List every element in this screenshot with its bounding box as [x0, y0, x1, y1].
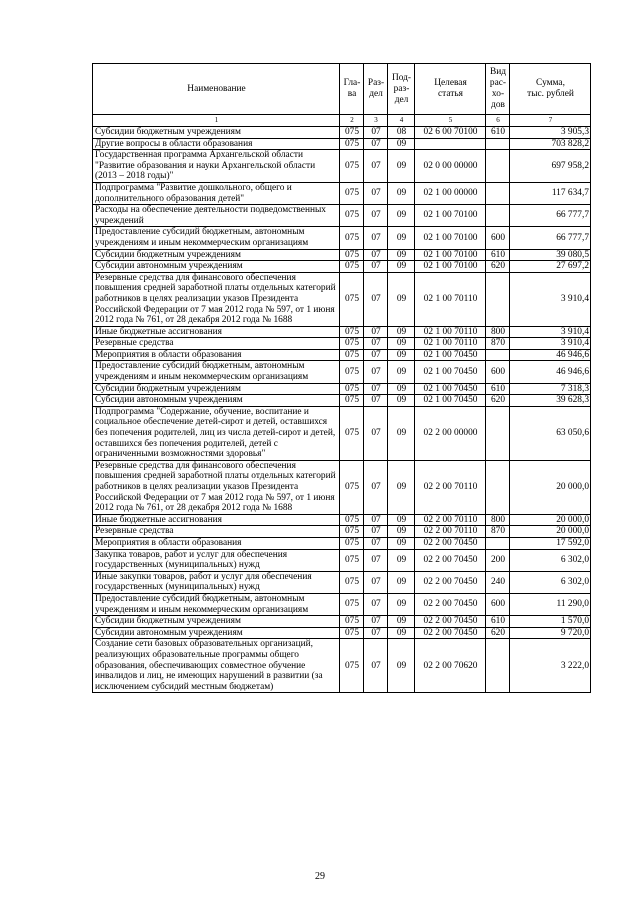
cell-glava: 075	[340, 150, 364, 183]
table-row	[93, 593, 591, 615]
table-row	[93, 383, 591, 395]
cell-target-article: 02 6 00 70100	[415, 127, 486, 139]
header-sum: Сумма, тыс. рублей	[510, 64, 591, 115]
cell-sum: 697 958,2	[510, 150, 591, 183]
table-row	[93, 227, 591, 249]
cell-sum: 46 946,6	[510, 349, 591, 361]
cell-razdel: 07	[364, 326, 388, 338]
table-row	[93, 460, 591, 514]
page-number: 29	[315, 871, 325, 882]
cell-glava: 075	[340, 526, 364, 538]
cell-razdel: 07	[364, 338, 388, 350]
table-row	[93, 138, 591, 150]
cell-sum: 1 570,0	[510, 616, 591, 628]
cell-sum: 703 828,2	[510, 138, 591, 150]
cell-expense-type: 610	[486, 127, 510, 139]
cell-glava: 075	[340, 639, 364, 693]
cell-expense-type	[486, 182, 510, 204]
table-row	[93, 537, 591, 549]
table-row	[93, 205, 591, 227]
column-number: 4	[388, 115, 415, 127]
cell-name: Предоставление субсидий бюджетным, автономным учреждениям и иным некоммерческим организациям	[93, 361, 340, 383]
cell-target-article: 02 1 00 70110	[415, 338, 486, 350]
cell-name: Государственная программа Архангельской области "Развитие образования и науки Архангельской области (2013 – 2018 годы)"	[93, 150, 340, 183]
cell-expense-type: 600	[486, 593, 510, 615]
table-row	[93, 272, 591, 326]
cell-name: Расходы на обеспечение деятельности подведомственных учреждений	[93, 205, 340, 227]
table-row	[93, 338, 591, 350]
cell-razdel: 07	[364, 549, 388, 571]
cell-target-article: 02 1 00 70450	[415, 349, 486, 361]
table-row	[93, 361, 591, 383]
header-glava: Гла- ва	[340, 64, 364, 115]
cell-razdel: 07	[364, 571, 388, 593]
cell-name: Создание сети базовых образовательных организаций, реализующих образовательные программы общего образования, обеспечивающих совместное обучение инвалидов и лиц, не имеющих нарушений в развитии (за исключением субсидий местным бюджетам)	[93, 639, 340, 693]
cell-sum: 7 318,3	[510, 383, 591, 395]
table-row	[93, 627, 591, 639]
cell-podrazdel: 09	[388, 227, 415, 249]
column-number: 1	[93, 115, 340, 127]
cell-expense-type: 600	[486, 361, 510, 383]
cell-name: Другие вопросы в области образования	[93, 138, 340, 150]
cell-name: Предоставление субсидий бюджетным, автономным учреждениям и иным некоммерческим организациям	[93, 593, 340, 615]
header-podrazdel: Под- раз- дел	[388, 64, 415, 115]
cell-podrazdel: 09	[388, 326, 415, 338]
cell-podrazdel: 09	[388, 272, 415, 326]
cell-target-article: 02 0 00 00000	[415, 150, 486, 183]
cell-podrazdel: 09	[388, 593, 415, 615]
cell-expense-type: 600	[486, 227, 510, 249]
cell-name: Подпрограмма "Содержание, обучение, воспитание и социальное обеспечение детей-сирот и детей, оставшихся без попечения родителей, лиц из числа детей-сирот и детей, оставшихся без попечения родителей, детей с ограниченными возможностями здоровья"	[93, 406, 340, 460]
cell-razdel: 07	[364, 272, 388, 326]
cell-target-article: 02 1 00 70110	[415, 326, 486, 338]
cell-expense-type: 610	[486, 249, 510, 261]
cell-name: Предоставление субсидий бюджетным, автономным учреждениям и иным некоммерческим организациям	[93, 227, 340, 249]
table-row	[93, 526, 591, 538]
cell-podrazdel: 09	[388, 571, 415, 593]
cell-name: Субсидии автономным учреждениям	[93, 627, 340, 639]
cell-sum: 6 302,0	[510, 571, 591, 593]
cell-expense-type	[486, 460, 510, 514]
cell-sum: 3 905,3	[510, 127, 591, 139]
cell-name: Мероприятия в области образования	[93, 349, 340, 361]
cell-razdel: 07	[364, 249, 388, 261]
cell-expense-type: 620	[486, 261, 510, 273]
cell-sum: 27 697,2	[510, 261, 591, 273]
cell-podrazdel: 09	[388, 361, 415, 383]
table-row	[93, 150, 591, 183]
cell-glava: 075	[340, 261, 364, 273]
table-row	[93, 395, 591, 407]
cell-target-article: 02 2 00 70450	[415, 537, 486, 549]
cell-expense-type	[486, 349, 510, 361]
cell-target-article: 02 1 00 70100	[415, 249, 486, 261]
cell-razdel: 07	[364, 537, 388, 549]
header-target: Целевая статья	[415, 64, 486, 115]
cell-podrazdel: 09	[388, 249, 415, 261]
cell-podrazdel: 09	[388, 616, 415, 628]
cell-target-article: 02 2 00 70110	[415, 460, 486, 514]
cell-razdel: 07	[364, 227, 388, 249]
cell-sum: 3 910,4	[510, 326, 591, 338]
cell-expense-type: 610	[486, 383, 510, 395]
column-number: 5	[415, 115, 486, 127]
cell-sum: 20 000,0	[510, 526, 591, 538]
cell-expense-type	[486, 537, 510, 549]
cell-razdel: 07	[364, 361, 388, 383]
cell-target-article: 02 2 00 70450	[415, 571, 486, 593]
cell-glava: 075	[340, 361, 364, 383]
cell-target-article: 02 1 00 70110	[415, 272, 486, 326]
cell-glava: 075	[340, 205, 364, 227]
cell-name: Иные бюджетные ассигнования	[93, 326, 340, 338]
cell-razdel: 07	[364, 406, 388, 460]
cell-expense-type	[486, 272, 510, 326]
cell-name: Субсидии бюджетным учреждениям	[93, 249, 340, 261]
cell-glava: 075	[340, 627, 364, 639]
cell-target-article: 02 1 00 70100	[415, 227, 486, 249]
cell-glava: 075	[340, 460, 364, 514]
cell-sum: 17 592,0	[510, 537, 591, 549]
cell-glava: 075	[340, 537, 364, 549]
cell-name: Субсидии бюджетным учреждениям	[93, 616, 340, 628]
cell-expense-type: 620	[486, 627, 510, 639]
cell-name: Резервные средства	[93, 526, 340, 538]
cell-podrazdel: 09	[388, 395, 415, 407]
cell-expense-type: 870	[486, 526, 510, 538]
cell-podrazdel: 09	[388, 526, 415, 538]
header-row	[93, 64, 591, 115]
cell-razdel: 07	[364, 639, 388, 693]
cell-expense-type: 800	[486, 326, 510, 338]
cell-target-article: 02 2 00 00000	[415, 406, 486, 460]
cell-name: Резервные средства для финансового обеспечения повышения средней заработной платы отдельных категорий работников в целях реализации указов Президента Российской Федерации от 7 мая 2012 года № 597, от 1 июня 2012 года № 761, от 28 декабря 2012 года № 1688	[93, 460, 340, 514]
cell-glava: 075	[340, 406, 364, 460]
cell-razdel: 07	[364, 395, 388, 407]
cell-expense-type	[486, 205, 510, 227]
cell-sum: 20 000,0	[510, 514, 591, 526]
cell-expense-type	[486, 639, 510, 693]
cell-razdel: 07	[364, 593, 388, 615]
cell-glava: 075	[340, 616, 364, 628]
column-number: 6	[486, 115, 510, 127]
table-row	[93, 326, 591, 338]
column-number-row	[93, 115, 591, 127]
cell-sum: 9 720,0	[510, 627, 591, 639]
cell-name: Резервные средства для финансового обеспечения повышения средней заработной платы отдельных категорий работников в целях реализации указов Президента Российской Федерации от 7 мая 2012 года № 597, от 1 июня 2012 года № 761, от 28 декабря 2012 года № 1688	[93, 272, 340, 326]
cell-razdel: 07	[364, 138, 388, 150]
cell-expense-type: 800	[486, 514, 510, 526]
cell-sum: 20 000,0	[510, 460, 591, 514]
cell-glava: 075	[340, 395, 364, 407]
cell-target-article: 02 1 00 70450	[415, 361, 486, 383]
cell-razdel: 07	[364, 150, 388, 183]
cell-podrazdel: 09	[388, 338, 415, 350]
cell-podrazdel: 09	[388, 261, 415, 273]
cell-glava: 075	[340, 272, 364, 326]
cell-name: Подпрограмма "Развитие дошкольного, общего и дополнительного образования детей"	[93, 182, 340, 204]
cell-target-article: 02 1 00 70100	[415, 261, 486, 273]
cell-sum: 3 222,0	[510, 639, 591, 693]
cell-podrazdel: 09	[388, 383, 415, 395]
table-row	[93, 639, 591, 693]
table-row	[93, 182, 591, 204]
cell-target-article: 02 2 00 70110	[415, 526, 486, 538]
cell-target-article: 02 2 00 70450	[415, 549, 486, 571]
cell-expense-type: 610	[486, 616, 510, 628]
cell-razdel: 07	[364, 205, 388, 227]
cell-name: Мероприятия в области образования	[93, 537, 340, 549]
cell-razdel: 07	[364, 261, 388, 273]
cell-name: Субсидии бюджетным учреждениям	[93, 127, 340, 139]
cell-target-article: 02 2 00 70450	[415, 627, 486, 639]
cell-target-article: 02 1 00 00000	[415, 182, 486, 204]
cell-glava: 075	[340, 571, 364, 593]
cell-target-article: 02 2 00 70110	[415, 514, 486, 526]
cell-expense-type: 240	[486, 571, 510, 593]
header-razdel: Раз- дел	[364, 64, 388, 115]
cell-sum: 63 050,6	[510, 406, 591, 460]
cell-podrazdel: 09	[388, 205, 415, 227]
cell-sum: 117 634,7	[510, 182, 591, 204]
cell-glava: 075	[340, 514, 364, 526]
cell-glava: 075	[340, 127, 364, 139]
cell-podrazdel: 09	[388, 460, 415, 514]
cell-glava: 075	[340, 593, 364, 615]
table-row	[93, 549, 591, 571]
cell-expense-type	[486, 406, 510, 460]
table-row	[93, 349, 591, 361]
cell-name: Иные бюджетные ассигнования	[93, 514, 340, 526]
cell-target-article: 02 2 00 70450	[415, 616, 486, 628]
column-number: 2	[340, 115, 364, 127]
cell-expense-type: 620	[486, 395, 510, 407]
cell-target-article: 02 1 00 70100	[415, 205, 486, 227]
cell-podrazdel: 09	[388, 349, 415, 361]
cell-glava: 075	[340, 338, 364, 350]
cell-name: Субсидии бюджетным учреждениям	[93, 383, 340, 395]
cell-podrazdel: 09	[388, 514, 415, 526]
cell-name: Резервные средства	[93, 338, 340, 350]
table-row	[93, 406, 591, 460]
cell-expense-type	[486, 150, 510, 183]
cell-sum: 39 080,5	[510, 249, 591, 261]
cell-razdel: 07	[364, 460, 388, 514]
cell-podrazdel: 09	[388, 549, 415, 571]
cell-razdel: 07	[364, 182, 388, 204]
table-row	[93, 616, 591, 628]
cell-target-article	[415, 138, 486, 150]
cell-glava: 075	[340, 549, 364, 571]
cell-target-article: 02 1 00 70450	[415, 383, 486, 395]
cell-glava: 075	[340, 227, 364, 249]
cell-podrazdel: 08	[388, 127, 415, 139]
cell-sum: 66 777,7	[510, 227, 591, 249]
cell-podrazdel: 09	[388, 182, 415, 204]
cell-sum: 3 910,4	[510, 338, 591, 350]
cell-target-article: 02 2 00 70450	[415, 593, 486, 615]
column-number: 3	[364, 115, 388, 127]
cell-glava: 075	[340, 249, 364, 261]
budget-table	[92, 63, 591, 693]
cell-razdel: 07	[364, 616, 388, 628]
cell-sum: 66 777,7	[510, 205, 591, 227]
cell-name: Иные закупки товаров, работ и услуг для обеспечения государственных (муниципальных) нужд	[93, 571, 340, 593]
cell-glava: 075	[340, 138, 364, 150]
cell-razdel: 07	[364, 127, 388, 139]
cell-sum: 3 910,4	[510, 272, 591, 326]
table-row	[93, 127, 591, 139]
cell-razdel: 07	[364, 526, 388, 538]
cell-sum: 11 290,0	[510, 593, 591, 615]
cell-expense-type: 200	[486, 549, 510, 571]
cell-glava: 075	[340, 182, 364, 204]
cell-name: Закупка товаров, работ и услуг для обеспечения государственных (муниципальных) нужд	[93, 549, 340, 571]
table-row	[93, 261, 591, 273]
cell-podrazdel: 09	[388, 639, 415, 693]
cell-sum: 46 946,6	[510, 361, 591, 383]
cell-target-article: 02 2 00 70620	[415, 639, 486, 693]
cell-podrazdel: 09	[388, 406, 415, 460]
column-number: 7	[510, 115, 591, 127]
cell-razdel: 07	[364, 627, 388, 639]
cell-podrazdel: 09	[388, 627, 415, 639]
cell-glava: 075	[340, 326, 364, 338]
table-row	[93, 514, 591, 526]
header-name: Наименование	[93, 64, 340, 115]
cell-sum: 6 302,0	[510, 549, 591, 571]
cell-razdel: 07	[364, 383, 388, 395]
cell-sum: 39 628,3	[510, 395, 591, 407]
cell-glava: 075	[340, 349, 364, 361]
cell-target-article: 02 1 00 70450	[415, 395, 486, 407]
cell-razdel: 07	[364, 349, 388, 361]
cell-podrazdel: 09	[388, 537, 415, 549]
header-vid: Вид рас- хо- дов	[486, 64, 510, 115]
cell-expense-type: 870	[486, 338, 510, 350]
cell-glava: 075	[340, 383, 364, 395]
cell-name: Субсидии автономным учреждениям	[93, 395, 340, 407]
cell-name: Субсидии автономным учреждениям	[93, 261, 340, 273]
table-row	[93, 249, 591, 261]
table-row	[93, 571, 591, 593]
cell-podrazdel: 09	[388, 138, 415, 150]
cell-razdel: 07	[364, 514, 388, 526]
cell-expense-type	[486, 138, 510, 150]
cell-podrazdel: 09	[388, 150, 415, 183]
